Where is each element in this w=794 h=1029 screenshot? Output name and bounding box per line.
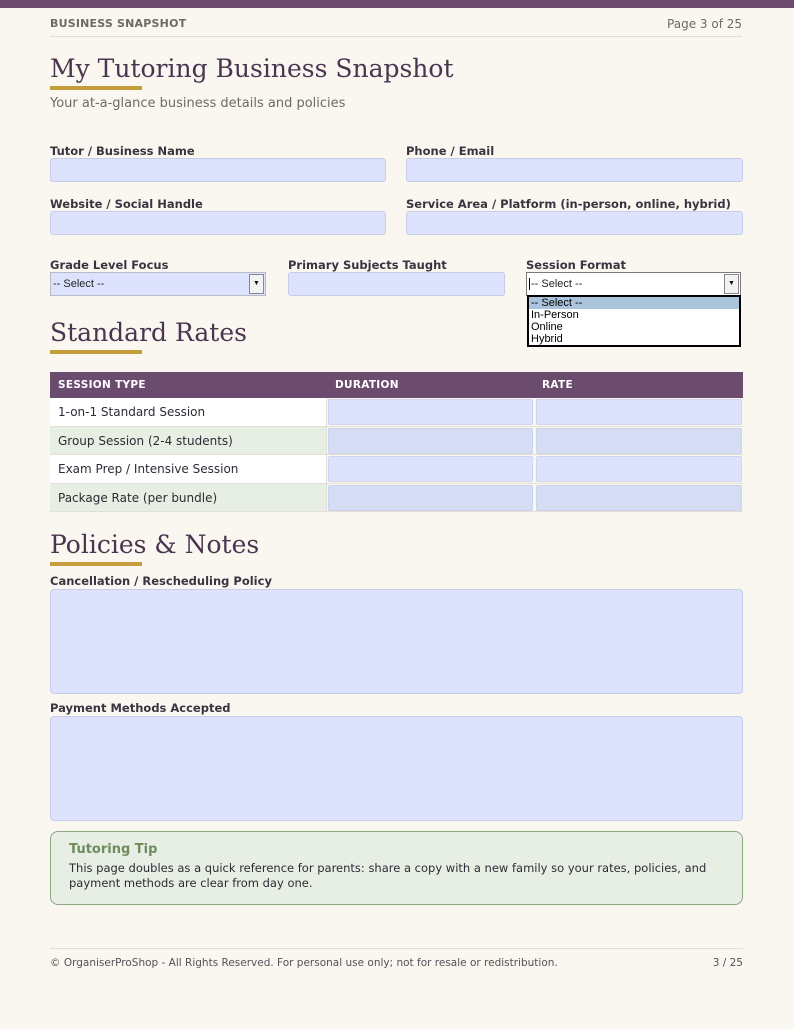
title-underline: [50, 86, 142, 90]
duration-input[interactable]: [328, 456, 533, 482]
rates-table-header: [50, 372, 743, 398]
session-format-option[interactable]: -- Select --: [529, 297, 739, 309]
page-title: My Tutoring Business Snapshot: [50, 54, 454, 83]
chevron-down-icon[interactable]: ▼: [724, 274, 739, 294]
cancellation-policy-label: Cancellation / Rescheduling Policy: [50, 574, 272, 588]
header-page-number: Page 3 of 25: [667, 17, 742, 31]
session-format-dropdown-list[interactable]: [527, 295, 741, 347]
session-format-option[interactable]: Online: [531, 321, 563, 333]
duration-input[interactable]: [328, 399, 533, 425]
grade-level-select[interactable]: [50, 272, 266, 296]
payment-methods-label: Payment Methods Accepted: [50, 701, 231, 715]
rate-input[interactable]: [536, 399, 742, 425]
session-type-cell: 1-on-1 Standard Session: [50, 398, 327, 426]
rates-heading-underline: [50, 350, 142, 354]
table-row: [50, 455, 743, 484]
page-footer: [50, 948, 743, 970]
session-type-cell: Exam Prep / Intensive Session: [50, 455, 327, 483]
subjects-input[interactable]: [288, 272, 505, 296]
session-format-select[interactable]: [526, 272, 741, 296]
column-header-duration: DURATION: [335, 379, 399, 391]
tip-title: Tutoring Tip: [69, 842, 158, 857]
session-format-option[interactable]: Hybrid: [531, 333, 563, 345]
page-header: [50, 17, 742, 37]
tip-body: This page doubles as a quick reference for parents: share a copy with a new family so your rates, policies, and payment methods are clear from day one.: [69, 861, 707, 890]
session-type-cell: Group Session (2-4 students): [50, 427, 327, 455]
session-format-label: Session Format: [526, 258, 627, 272]
phone-email-input[interactable]: [406, 158, 743, 182]
business-name-input[interactable]: [50, 158, 386, 182]
service-area-input[interactable]: [406, 211, 743, 235]
grade-level-label: Grade Level Focus: [50, 258, 169, 272]
tutoring-tip-box: [50, 831, 743, 905]
rates-table: [50, 372, 743, 512]
business-name-label: Tutor / Business Name: [50, 144, 195, 158]
header-brand: BUSINESS SNAPSHOT: [50, 17, 187, 30]
column-header-rate: RATE: [542, 379, 573, 391]
session-format-value: -- Select --: [531, 278, 583, 290]
table-row: [50, 427, 743, 456]
grade-level-value: -- Select --: [53, 278, 105, 290]
footer-page-number: 3 / 25: [712, 957, 743, 969]
website-input[interactable]: [50, 211, 386, 235]
session-format-option[interactable]: In-Person: [531, 309, 579, 321]
session-type-cell: Package Rate (per bundle): [50, 484, 327, 512]
website-label: Website / Social Handle: [50, 197, 203, 211]
cancellation-policy-textarea[interactable]: [50, 589, 743, 694]
rate-input[interactable]: [536, 456, 742, 482]
rate-input[interactable]: [536, 485, 742, 511]
subjects-label: Primary Subjects Taught: [288, 258, 447, 272]
duration-input[interactable]: [328, 485, 533, 511]
rates-heading: Standard Rates: [50, 318, 247, 347]
policies-heading: Policies & Notes: [50, 530, 260, 559]
service-area-label: Service Area / Platform (in-person, online, hybrid): [406, 197, 731, 211]
column-header-session-type: SESSION TYPE: [58, 379, 146, 391]
chevron-down-icon[interactable]: ▼: [249, 274, 264, 294]
table-row: [50, 484, 743, 513]
duration-input[interactable]: [328, 428, 533, 454]
table-row: [50, 398, 743, 427]
phone-email-label: Phone / Email: [406, 144, 495, 158]
policies-heading-underline: [50, 562, 142, 566]
top-accent-bar: [0, 0, 794, 8]
page-subtitle: Your at-a-glance business details and policies: [50, 96, 346, 111]
rate-input[interactable]: [536, 428, 742, 454]
payment-methods-textarea[interactable]: [50, 716, 743, 821]
footer-copyright: © OrganiserProShop - All Rights Reserved. For personal use only; not for resale or redistribution.: [50, 957, 558, 969]
